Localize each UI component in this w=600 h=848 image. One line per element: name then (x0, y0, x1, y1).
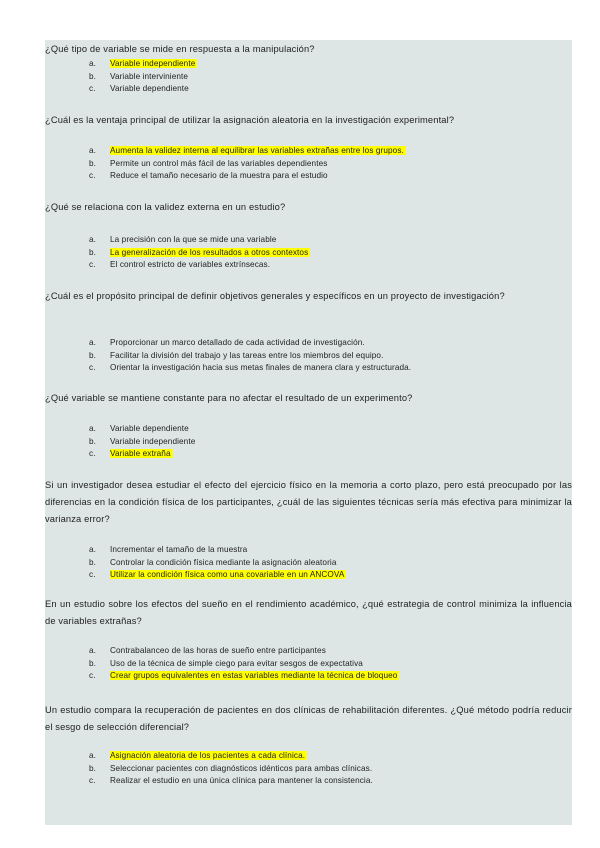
option-5b[interactable]: b. Variable independiente (89, 436, 196, 446)
option-7b[interactable]: b. Uso de la técnica de simple ciego para evitar sesgos de expectativa (89, 658, 363, 668)
option-4a[interactable]: a. Proporcionar un marco detallado de cada actividad de investigación. (89, 338, 365, 347)
option-6c[interactable]: c. Utilizar la condición física como una covariable en un ANCOVA (89, 570, 345, 580)
question-3: ¿Qué se relaciona con la validez externa en un estudio? (45, 202, 286, 212)
option-6b[interactable]: b. Controlar la condición física mediante la asignación aleatoria (89, 557, 337, 567)
question-3-options (89, 234, 310, 272)
question-4-options (89, 337, 413, 375)
question-1: ¿Qué tipo de variable se mide en respuesta a la manipulación? (45, 44, 315, 54)
question-8: Un estudio compara la recuperación de pacientes en dos clínicas de rehabilitación diferentes. ¿Qué método podría reducir el sesgo de selección diferencial? (45, 705, 572, 732)
option-1c[interactable]: c. Variable dependiente (89, 84, 189, 94)
question-6: Si un investigador desea estudiar el efecto del ejercicio físico en la memoria a corto plazo, pero está preocupado por las diferencias en la condición física de los participantes, ¿cuál de las siguientes técnicas sería más efectiva para minimizar la varianza error? (45, 480, 572, 524)
question-7-options (89, 645, 399, 683)
question-5-options (89, 423, 197, 461)
option-7a[interactable]: a. Contrabalanceo de las horas de sueño entre participantes (89, 646, 326, 655)
question-7: En un estudio sobre los efectos del sueño en el rendimiento académico, ¿qué estrategia de control minimiza la influencia de variables extrañas? (45, 599, 572, 626)
option-1a[interactable]: a. Variable independiente (89, 59, 196, 68)
option-1b[interactable]: b. Variable interviniente (89, 71, 189, 81)
option-4b[interactable]: b. Facilitar la división del trabajo y las tareas entre los miembros del equipo. (89, 350, 384, 360)
question-5: ¿Qué variable se mantiene constante para no afectar el resultado de un experimento? (45, 393, 413, 403)
question-2-options (89, 145, 406, 183)
question-8-options (89, 750, 375, 788)
option-3a[interactable]: a. La precisión con la que se mide una variable (89, 235, 277, 244)
option-6a[interactable]: a. Incrementar el tamaño de la muestra (89, 545, 248, 554)
option-8a[interactable]: a. Asignación aleatoria de los pacientes a cada clínica. (89, 751, 306, 760)
option-2a[interactable]: a. Aumenta la validez interna al equilibrar las variables extrañas entre los grupos. (89, 146, 404, 155)
question-4: ¿Cuál es el propósito principal de definir objetivos generales y específicos en un proyecto de investigación? (45, 291, 505, 301)
option-8b[interactable]: b. Seleccionar pacientes con diagnósticos idénticos para ambas clínicas. (89, 763, 373, 773)
question-1-options (89, 58, 197, 96)
question-2: ¿Cuál es la ventaja principal de utilizar la asignación aleatoria en la investigación experimental? (45, 115, 455, 125)
option-3b[interactable]: b. La generalización de los resultados a otros contextos (89, 247, 309, 257)
option-3c[interactable]: c. El control estricto de variables extrínsecas. (89, 260, 271, 270)
option-4c[interactable]: c. Orientar la investigación hacia sus metas finales de manera clara y estructurada. (89, 363, 412, 373)
option-2c[interactable]: c. Reduce el tamaño necesario de la muestra para el estudio (89, 171, 328, 181)
question-6-options (89, 544, 346, 582)
option-2b[interactable]: b. Permite un control más fácil de las variables dependientes (89, 158, 328, 168)
option-8c[interactable]: c. Realizar el estudio en una única clínica para mantener la consistencia. (89, 776, 373, 786)
option-7c[interactable]: c. Crear grupos equivalentes en estas variables mediante la técnica de bloqueo (89, 671, 398, 681)
option-5a[interactable]: a. Variable dependiente (89, 424, 189, 433)
option-5c[interactable]: c. Variable extraña (89, 449, 171, 459)
